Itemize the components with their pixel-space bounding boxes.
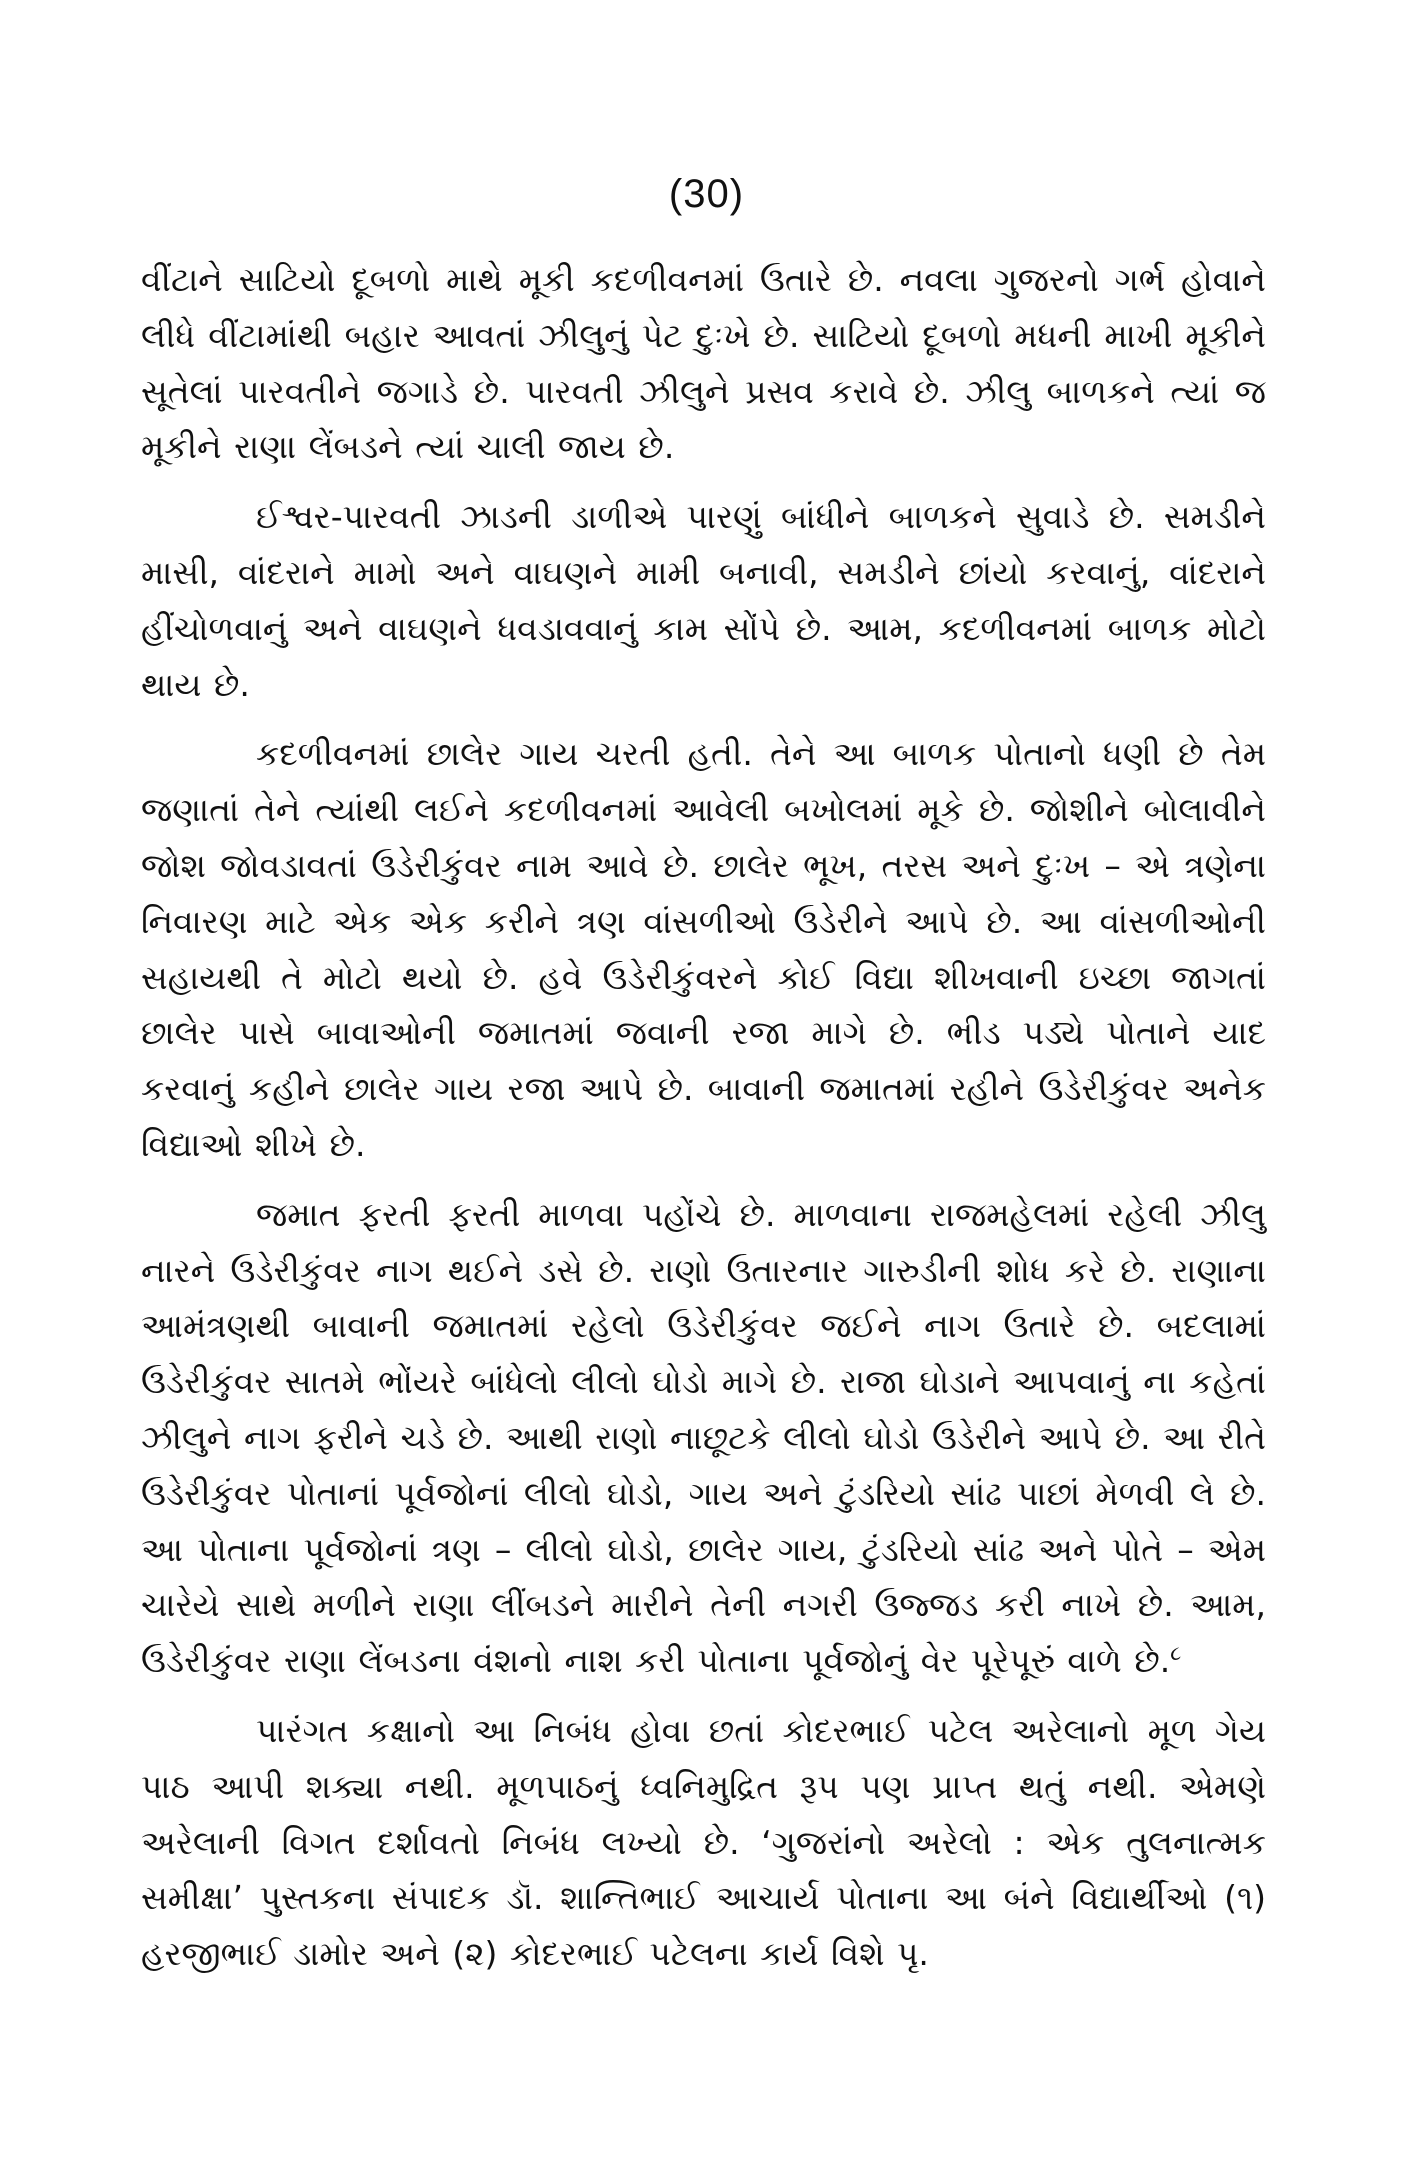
paragraph-2: ઈશ્વર-પારવતી ઝાડની ડાળીએ પારણું બાંધીને બાળકને સુવાડે છે. સમડીને માસી, વાંદરાને મામો અને વાઘણને મામી બનાવી, સમડીને છાંયો કરવાનું, વાંદરાને હીંચોળવાનું અને વાઘણને ધવડાવવાનું કામ સોંપે છે. આમ, કદળીવનમાં બાળક મોટો થાય છે.	[141, 497, 1266, 704]
paragraph-4-text: જમાત ફરતી ફરતી માળવા પહોંચે છે. માળવાના રાજમહેલમાં રહેલી ઝીલુ નારને ઉડેરીકુંવર નાગ થઈને ડસે છે. રાણો ઉતારનાર ગારુડીની શોધ કરે છે. રાણાના આમંત્રણથી બાવાની જમાતમાં રહેલો ઉડેરીકુંવર જઈને નાગ ઉતારે છે. બદલામાં ઉડેરીકુંવર સાતમે ભોંયરે બાંધેલો લીલો ઘોડો માગે છે. રાજા ઘોડાને આપવાનું ના કહેતાં ઝીલુને નાગ ફરીને ચડે છે. આથી રાણો નાછૂટકે લીલો ઘોડો ઉડેરીને આપે છે. આ રીતે ઉડેરીકુંવર પોતાનાં પૂર્વજોનાં લીલો ઘોડો, ગાય અને ટુંડરિયો સાંઢ પાછાં મેળવી લે છે. આ પોતાના પૂર્વજોનાં ત્રણ – લીલો ઘોડો, છાલેર ગાય, ટુંડરિયો સાંઢ અને પોતે – એમ ચારેયે સાથે મળીને રાણા લીંબડને મારીને તેની નગરી ઉજ્જડ કરી નાખે છે. આમ, ઉડેરીકુંવર રાણા લેંબડના વંશનો નાશ કરી પોતાના પૂર્વજોનું વેર પૂરેપૂરું વાળે છે.	[141, 1194, 1266, 1681]
footnote-marker: ૮	[1170, 1641, 1182, 1666]
paragraph-5: પારંગત કક્ષાનો આ નિબંધ હોવા છતાં કોદરભાઈ પટેલ અરેલાનો મૂળ ગેય પાઠ આપી શક્યા નથી. મૂળપાઠનું ધ્વનિમુદ્રિત રૂપ પણ પ્રાપ્ત થતું નથી. એમણે અરેલાની વિગત દર્શાવતો નિબંધ લખ્યો છે. ‘ગુજરાંનો અરેલો : એક તુલનાત્મક સમીક્ષા’ પુસ્તકના સંપાદક ડૉ. શાન્તિભાઈ આચાર્ય પોતાના આ બંને વિદ્યાર્થીઓ (૧) હરજીભાઈ ડામોર અને (૨) કોદરભાઈ પટેલના કાર્ય વિશે પૃ.	[141, 1710, 1266, 1974]
paragraph-4	[141, 1187, 1266, 1689]
paragraph-3: કદળીવનમાં છાલેર ગાય ચરતી હતી. તેને આ બાળક પોતાનો ધણી છે તેમ જણાતાં તેને ત્યાંથી લઈને કદળીવનમાં આવેલી બખોલમાં મૂકે છે. જોશીને બોલાવીને જોશ જોવડાવતાં ઉડેરીકુંવર નામ આવે છે. છાલેર ભૂખ, તરસ અને દુઃખ – એ ત્રણેના નિવારણ માટે એક એક કરીને ત્રણ વાંસળીઓ ઉડેરીને આપે છે. આ વાંસળીઓની સહાયથી તે મોટો થયો છે. હવે ઉડેરીકુંવરને કોઈ વિદ્યા શીખવાની ઇચ્છા જાગતાં છાલેર પાસે બાવાઓની જમાતમાં જવાની રજા માગે છે. ભીડ પડ્યે પોતાને યાદ કરવાનું કહીને છાલેર ગાય રજા આપે છે. બાવાની જમાતમાં રહીને ઉડેરીકુંવર અનેક વિદ્યાઓ શીખે છે.	[141, 734, 1266, 1164]
paragraph-1: વીંટાને સાટિયો દૂબળો માથે મૂકી કદળીવનમાં ઉતારે છે. નવલા ગુજરનો ગર્ભ હોવાને લીધે વીંટામાંથી બહાર આવતાં ઝીલુનું પેટ દુઃખે છે. સાટિયો દૂબળો મધની માખી મૂકીને સૂતેલાં પારવતીને જગાડે છે. પારવતી ઝીલુને પ્રસવ કરાવે છે. ઝીલુ બાળકને ત્યાં જ મૂકીને રાણા લેંબડને ત્યાં ચાલી જાય છે.	[141, 260, 1266, 467]
page-number: (30)	[668, 172, 745, 216]
body-text	[141, 252, 1266, 1982]
